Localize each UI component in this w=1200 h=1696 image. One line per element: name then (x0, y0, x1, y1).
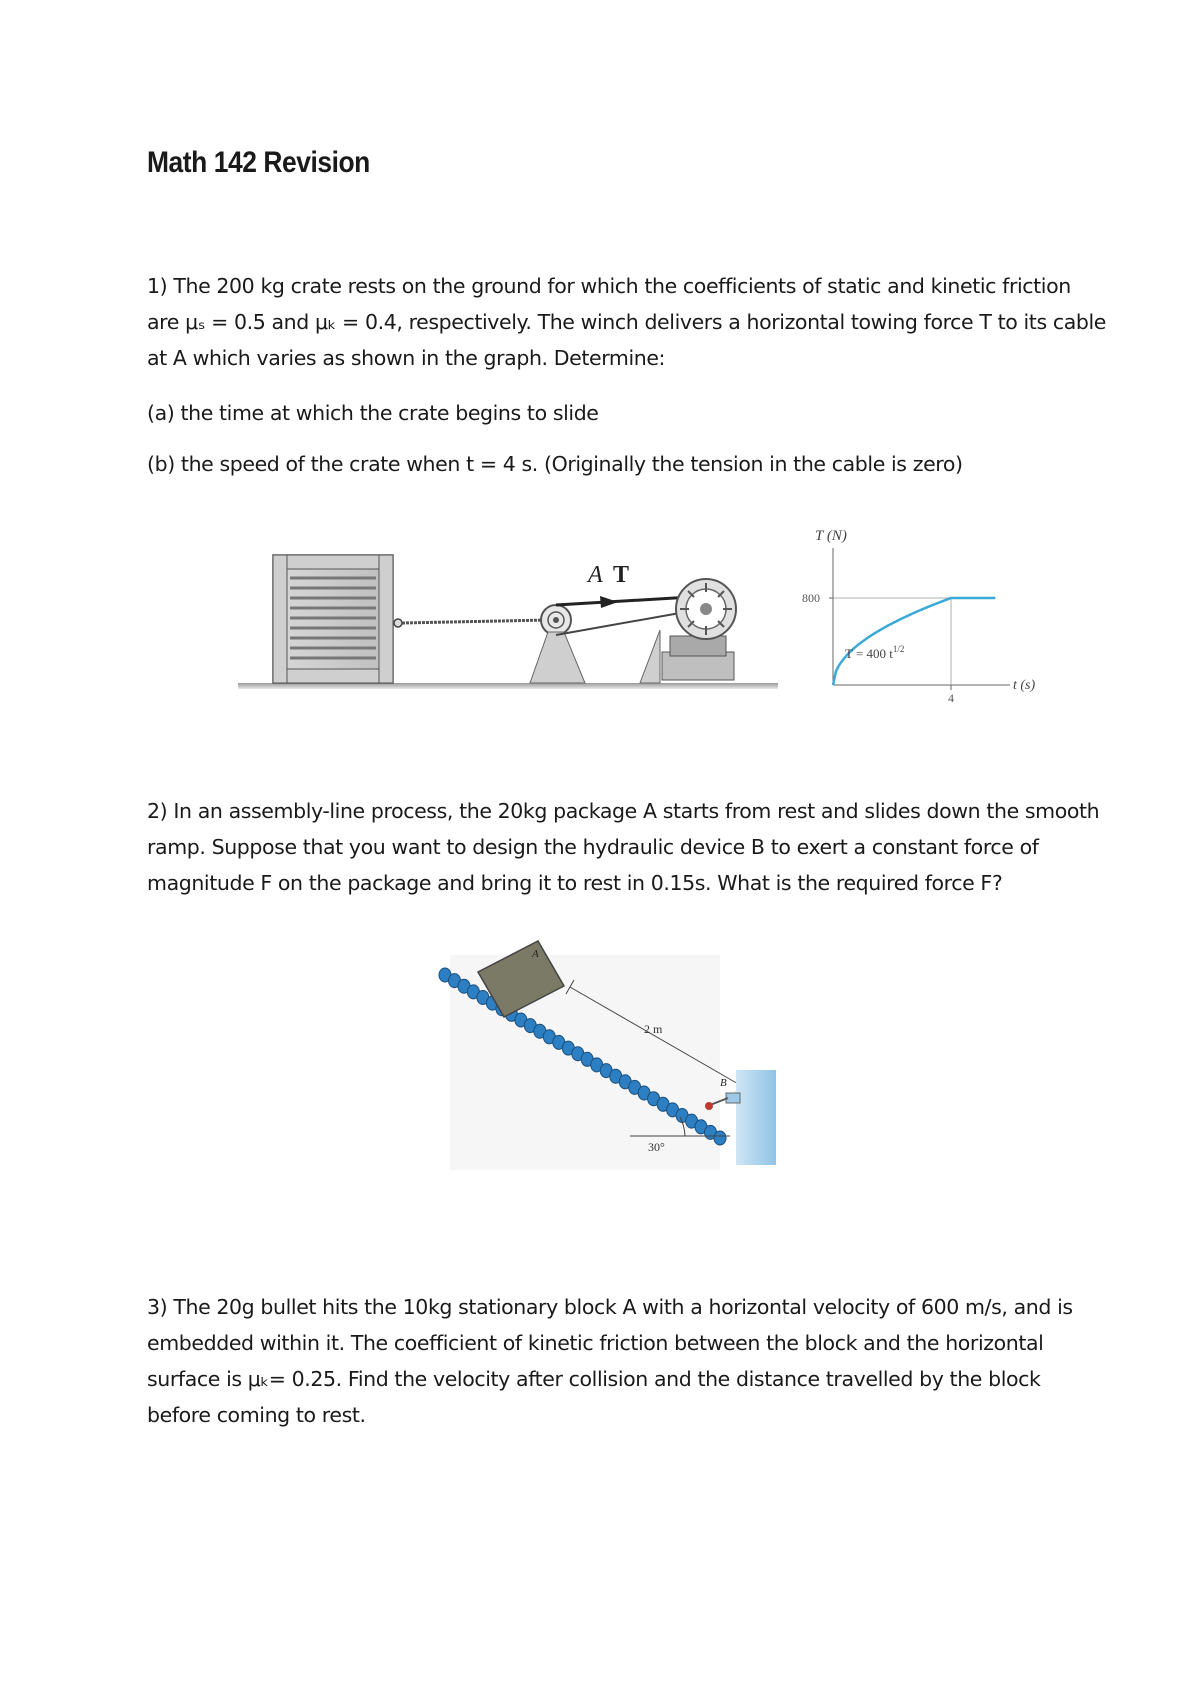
ground (238, 683, 778, 689)
problem-3-line: embedded within it. The coefficient of kinetic friction between the block and the horizontal (147, 1331, 1044, 1355)
problem-2-line: 2) In an assembly-line process, the 20kg package A starts from rest and slides down the smooth (147, 799, 1100, 823)
pulley (530, 605, 585, 683)
label-t: T (613, 562, 630, 588)
problem-1-line: at A which varies as shown in the graph. Determine: (147, 346, 666, 370)
problem-3-line: 3) The 20g bullet hits the 10kg stationary block A with a horizontal velocity of 600 m/s, and is (147, 1295, 1073, 1319)
problem-3-line: surface is μₖ= 0.25. Find the velocity after collision and the distance travelled by the block (147, 1367, 1041, 1391)
x-tick-label: 4 (948, 691, 954, 705)
tension-curve (833, 598, 995, 685)
roller (714, 1131, 726, 1145)
label-a: A (532, 948, 539, 960)
problem-2-statement (147, 793, 1100, 901)
curve-equation: T = 400 $t^{1/2}$ (845, 644, 905, 661)
part-b-text: (b) the speed of the crate when t = 4 s. (Originally the tension in the cable is zero) (147, 452, 963, 476)
crate-winch-figure (230, 540, 790, 715)
problem-1-line: 1) The 200 kg crate rests on the ground for which the coefficients of static and kinetic friction (147, 274, 1071, 298)
problem-1-line: are μₛ = 0.5 and μₖ = 0.4, respectively. The winch delivers a horizontal towing force T to its cable (147, 310, 1106, 334)
label-a: A (588, 562, 603, 588)
distance-label: 2 m (644, 1022, 663, 1036)
cable (402, 620, 548, 623)
problem-1-statement (147, 268, 1106, 376)
winch (640, 579, 736, 683)
problem-3-statement (147, 1289, 1077, 1433)
problem-1-part-a (147, 395, 1077, 431)
page-title: Math 142 Revision (147, 146, 370, 179)
tension-time-graph (795, 520, 1045, 710)
y-axis-label: T (N) (815, 528, 847, 544)
label-b: B (720, 1077, 727, 1089)
part-a-text: (a) the time at which the crate begins to slide (147, 401, 599, 425)
problem-1-part-b (147, 446, 1077, 482)
y-tick-label: 800 (802, 591, 820, 605)
curve-exponent: 1/2 (892, 644, 905, 654)
problem-2-line: magnitude F on the package and bring it to rest in 0.15s. What is the required force F? (147, 871, 1003, 895)
angle-label: 30° (648, 1140, 665, 1154)
crate (273, 555, 402, 683)
hydraulic-wall (736, 1070, 776, 1165)
x-axis-label: t (s) (1013, 678, 1036, 693)
ramp-figure (430, 935, 790, 1185)
tension-arrow (600, 596, 618, 608)
problem-3-line: before coming to rest. (147, 1403, 366, 1427)
hydraulic-device-b (726, 1093, 740, 1103)
problem-2-line: ramp. Suppose that you want to design the hydraulic device B to exert a constant force of (147, 835, 1039, 859)
